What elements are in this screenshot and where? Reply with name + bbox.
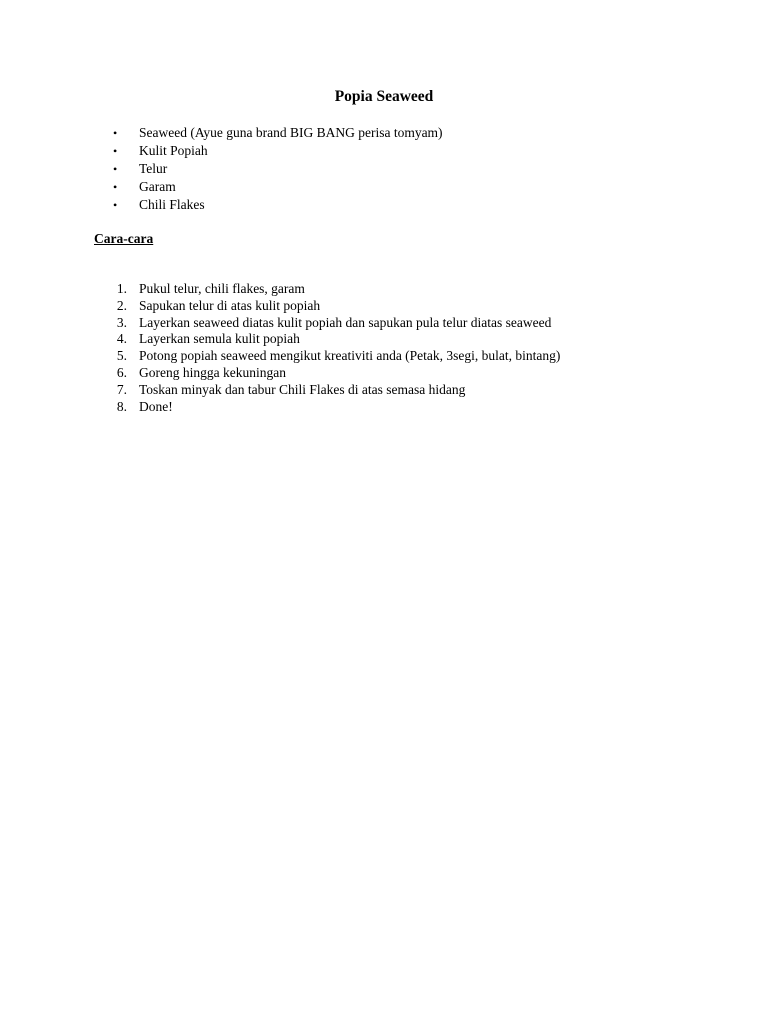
step-text: Done! bbox=[139, 398, 173, 414]
ingredient-text: Kulit Popiah bbox=[139, 143, 208, 158]
ingredient-item bbox=[0, 124, 443, 142]
document-title: Popia Seaweed bbox=[334, 88, 434, 105]
step-item bbox=[0, 382, 560, 399]
step-item bbox=[0, 315, 560, 332]
bullet-icon: • bbox=[113, 162, 118, 176]
ingredient-text: Chili Flakes bbox=[139, 197, 205, 212]
ingredient-text: Seaweed (Ayue guna brand BIG BANG perisa tomyam) bbox=[139, 125, 443, 140]
step-item bbox=[0, 365, 560, 382]
step-list bbox=[0, 281, 560, 415]
step-number: 1. bbox=[116, 281, 127, 296]
step-text: Potong popiah seaweed mengikut kreativiti anda (Petak, 3segi, bulat, bintang) bbox=[139, 348, 561, 364]
step-text: Toskan minyak dan tabur Chili Flakes di atas semasa hidang bbox=[139, 381, 466, 397]
step-text: Sapukan telur di atas kulit popiah bbox=[139, 297, 321, 313]
ingredient-item bbox=[0, 196, 443, 214]
ingredient-item bbox=[0, 142, 443, 160]
ingredient-item bbox=[0, 160, 443, 178]
bullet-icon: • bbox=[113, 198, 118, 212]
step-number: 4. bbox=[116, 331, 127, 347]
step-text: Layerkan seaweed diatas kulit popiah dan sapukan pula telur diatas seaweed bbox=[139, 314, 552, 330]
bullet-icon: • bbox=[113, 180, 118, 194]
step-item bbox=[0, 331, 560, 348]
step-number: 3. bbox=[116, 314, 127, 330]
ingredient-list bbox=[0, 124, 443, 214]
step-item bbox=[0, 399, 560, 416]
ingredient-text: Garam bbox=[139, 179, 176, 194]
step-item bbox=[0, 298, 560, 315]
step-item bbox=[0, 281, 560, 298]
step-text: Pukul telur, chili flakes, garam bbox=[139, 281, 305, 296]
step-text: Goreng hingga kekuningan bbox=[139, 364, 286, 380]
step-text: Layerkan semula kulit popiah bbox=[139, 331, 300, 347]
step-number: 8. bbox=[116, 398, 127, 414]
bullet-icon: • bbox=[113, 144, 118, 158]
step-number: 7. bbox=[116, 381, 127, 397]
ingredient-item bbox=[0, 178, 443, 196]
step-number: 6. bbox=[116, 364, 127, 380]
step-number: 5. bbox=[116, 348, 127, 364]
step-number: 2. bbox=[116, 297, 127, 313]
bullet-icon: • bbox=[113, 126, 118, 140]
ingredient-text: Telur bbox=[139, 161, 168, 176]
step-item bbox=[0, 348, 560, 365]
method-heading: Cara-cara bbox=[94, 231, 154, 246]
